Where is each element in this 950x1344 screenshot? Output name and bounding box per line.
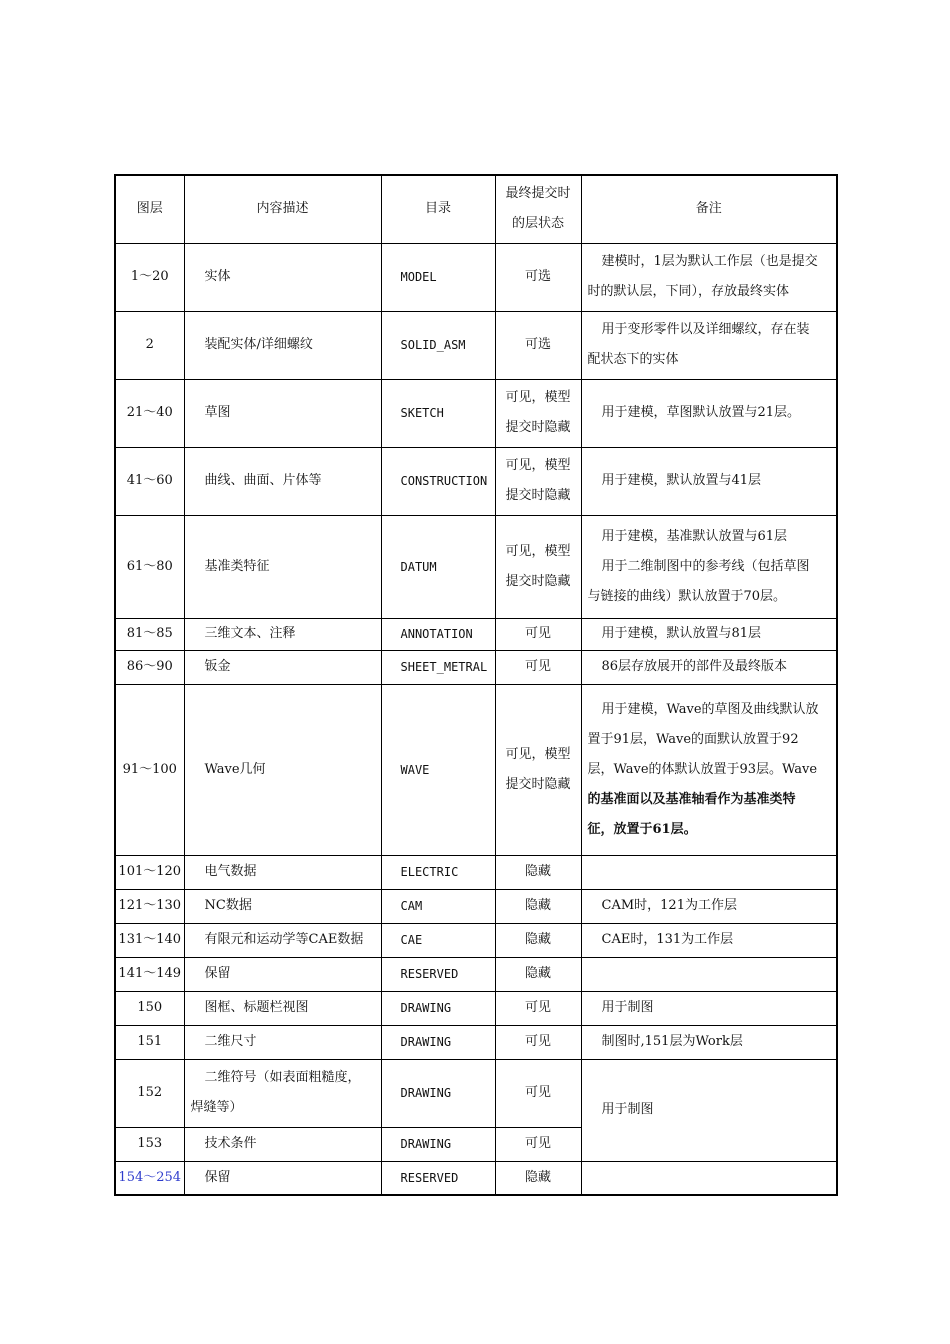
cell-desc: 装配实体/详细螺纹 bbox=[184, 311, 381, 379]
table-row bbox=[115, 311, 837, 379]
note-line: 用于变形零件以及详细螺纹，存在装 bbox=[601, 322, 810, 337]
cell-state bbox=[495, 379, 581, 447]
cell-layer: 151 bbox=[115, 1025, 184, 1059]
cell-desc: 实体 bbox=[184, 243, 381, 311]
state-line: 提交时隐藏 bbox=[505, 488, 571, 503]
cell-desc: NC数据 bbox=[184, 889, 381, 923]
note-line: 用于制图 bbox=[601, 1102, 654, 1117]
note-line: 用于二维制图中的参考线（包括草图 bbox=[601, 558, 810, 574]
table-row bbox=[115, 1161, 837, 1195]
cell-desc: 有限元和运动学等CAE数据 bbox=[184, 923, 381, 957]
cell-note bbox=[581, 447, 837, 515]
note-line: 时的默认层，下同），存放最终实体 bbox=[587, 284, 790, 299]
note-line: 置于91层，Wave的面默认放置于92 bbox=[587, 731, 799, 747]
cell-desc: 三维文本、注释 bbox=[184, 618, 381, 650]
cell-layer: 61～80 bbox=[115, 515, 184, 618]
cell-note-merged bbox=[581, 1059, 837, 1161]
cell-state: 可见 bbox=[495, 1127, 581, 1161]
cell-state: 可选 bbox=[495, 243, 581, 311]
cell-state: 可选 bbox=[495, 311, 581, 379]
state-line: 提交时隐藏 bbox=[505, 776, 571, 792]
cell-note bbox=[581, 889, 837, 923]
cell-dir: DATUM bbox=[381, 515, 495, 618]
note-line: 配状态下的实体 bbox=[587, 352, 679, 367]
cell-dir: CONSTRUCTION bbox=[381, 447, 495, 515]
state-line: 可见，模型 bbox=[505, 746, 571, 762]
note-line: 用于建模，草图默认放置与21层。 bbox=[601, 405, 801, 420]
cell-layer: 2 bbox=[115, 311, 184, 379]
cell-layer: 152 bbox=[115, 1059, 184, 1127]
cell-note bbox=[581, 618, 837, 650]
cell-state: 可见 bbox=[495, 650, 581, 684]
cell-state: 隐藏 bbox=[495, 923, 581, 957]
cell-desc: 保留 bbox=[184, 957, 381, 991]
note-line: 用于建模，Wave的草图及曲线默认放 bbox=[601, 701, 819, 717]
cell-note bbox=[581, 991, 837, 1025]
cell-dir: DRAWING bbox=[381, 1059, 495, 1127]
note-line: 征，放置于61层。 bbox=[587, 821, 697, 837]
state-line: 可见，模型 bbox=[505, 543, 571, 559]
cell-note bbox=[581, 379, 837, 447]
cell-dir: CAM bbox=[381, 889, 495, 923]
note-line: 制图时,151层为Work层 bbox=[601, 1034, 743, 1049]
table-row bbox=[115, 923, 837, 957]
cell-note bbox=[581, 684, 837, 855]
cell-layer: 153 bbox=[115, 1127, 184, 1161]
cell-state: 可见 bbox=[495, 1059, 581, 1127]
cell-layer: 81～85 bbox=[115, 618, 184, 650]
cell-desc: Wave几何 bbox=[184, 684, 381, 855]
note-line: 用于制图 bbox=[601, 1000, 654, 1015]
cell-layer: 154～254 bbox=[115, 1161, 184, 1195]
state-line: 提交时隐藏 bbox=[505, 573, 571, 589]
cell-desc bbox=[184, 1059, 381, 1127]
cell-state bbox=[495, 515, 581, 618]
cell-desc: 技术条件 bbox=[184, 1127, 381, 1161]
cell-note bbox=[581, 650, 837, 684]
state-line: 提交时隐藏 bbox=[505, 420, 571, 435]
cell-state: 隐藏 bbox=[495, 855, 581, 889]
note-line: 层，Wave的体默认放置于93层。Wave bbox=[587, 761, 818, 777]
header-note: 备注 bbox=[581, 175, 837, 243]
cell-layer: 21～40 bbox=[115, 379, 184, 447]
cell-desc: 草图 bbox=[184, 379, 381, 447]
cell-state: 可见 bbox=[495, 991, 581, 1025]
desc-line: 焊缝等） bbox=[190, 1100, 243, 1115]
cell-state: 可见 bbox=[495, 1025, 581, 1059]
cell-dir: MODEL bbox=[381, 243, 495, 311]
header-state bbox=[495, 175, 581, 243]
cell-dir: SKETCH bbox=[381, 379, 495, 447]
cell-dir: SOLID_ASM bbox=[381, 311, 495, 379]
table-row bbox=[115, 650, 837, 684]
note-line: 与链接的曲线）默认放置于70层。 bbox=[587, 588, 787, 604]
cell-state: 可见 bbox=[495, 618, 581, 650]
cell-dir: WAVE bbox=[381, 684, 495, 855]
layer-table bbox=[114, 174, 838, 1196]
cell-state bbox=[495, 684, 581, 855]
cell-desc: 保留 bbox=[184, 1161, 381, 1195]
header-desc: 内容描述 bbox=[184, 175, 381, 243]
cell-layer: 91～100 bbox=[115, 684, 184, 855]
table-row bbox=[115, 1059, 837, 1127]
note-line: 用于建模，默认放置与41层 bbox=[601, 473, 762, 488]
table-row bbox=[115, 515, 837, 618]
cell-state bbox=[495, 447, 581, 515]
note-line: 用于建模，基准默认放置与61层 bbox=[601, 528, 788, 544]
cell-note bbox=[581, 855, 837, 889]
table-row bbox=[115, 957, 837, 991]
cell-desc: 钣金 bbox=[184, 650, 381, 684]
note-line: 建模时，1层为默认工作层（也是提交 bbox=[601, 254, 818, 269]
header-state-line1: 最终提交时 bbox=[505, 186, 571, 202]
table-row bbox=[115, 991, 837, 1025]
state-line: 可见，模型 bbox=[505, 458, 571, 473]
desc-line: 二维符号（如表面粗糙度， bbox=[204, 1070, 361, 1085]
cell-note bbox=[581, 311, 837, 379]
cell-desc: 电气数据 bbox=[184, 855, 381, 889]
table-row bbox=[115, 855, 837, 889]
header-layer: 图层 bbox=[115, 175, 184, 243]
cell-desc: 曲线、曲面、片体等 bbox=[184, 447, 381, 515]
table-row bbox=[115, 447, 837, 515]
cell-layer: 101～120 bbox=[115, 855, 184, 889]
cell-note bbox=[581, 1025, 837, 1059]
cell-desc: 基准类特征 bbox=[184, 515, 381, 618]
cell-layer: 150 bbox=[115, 991, 184, 1025]
note-line: CAE时，131为工作层 bbox=[601, 932, 734, 947]
cell-dir: CAE bbox=[381, 923, 495, 957]
table-row bbox=[115, 684, 837, 855]
table-row bbox=[115, 1025, 837, 1059]
note-line: CAM时，121为工作层 bbox=[601, 898, 737, 913]
cell-layer: 86～90 bbox=[115, 650, 184, 684]
cell-layer: 41～60 bbox=[115, 447, 184, 515]
cell-dir: SHEET_METRAL bbox=[381, 650, 495, 684]
cell-dir: RESERVED bbox=[381, 957, 495, 991]
cell-dir: ANNOTATION bbox=[381, 618, 495, 650]
table-row bbox=[115, 379, 837, 447]
cell-note bbox=[581, 923, 837, 957]
cell-dir: DRAWING bbox=[381, 1127, 495, 1161]
state-line: 可见，模型 bbox=[505, 390, 571, 405]
cell-layer: 121～130 bbox=[115, 889, 184, 923]
cell-note bbox=[581, 243, 837, 311]
cell-dir: RESERVED bbox=[381, 1161, 495, 1195]
table-row bbox=[115, 889, 837, 923]
cell-state: 隐藏 bbox=[495, 1161, 581, 1195]
header-state-line2: 的层状态 bbox=[511, 216, 564, 232]
cell-dir: DRAWING bbox=[381, 991, 495, 1025]
table-row bbox=[115, 243, 837, 311]
cell-note bbox=[581, 957, 837, 991]
note-line: 用于建模，默认放置与81层 bbox=[601, 626, 762, 641]
note-line: 的基准面以及基准轴看作为基准类特 bbox=[587, 791, 796, 807]
cell-layer: 141～149 bbox=[115, 957, 184, 991]
table-row bbox=[115, 618, 837, 650]
table-header-row bbox=[115, 175, 837, 243]
cell-dir: DRAWING bbox=[381, 1025, 495, 1059]
cell-note bbox=[581, 515, 837, 618]
cell-layer: 1～20 bbox=[115, 243, 184, 311]
cell-note bbox=[581, 1161, 837, 1195]
note-line: 86层存放展开的部件及最终版本 bbox=[601, 659, 788, 674]
cell-desc: 图框、标题栏视图 bbox=[184, 991, 381, 1025]
cell-layer: 131～140 bbox=[115, 923, 184, 957]
header-dir: 目录 bbox=[381, 175, 495, 243]
cell-state: 隐藏 bbox=[495, 889, 581, 923]
cell-dir: ELECTRIC bbox=[381, 855, 495, 889]
cell-state: 隐藏 bbox=[495, 957, 581, 991]
cell-desc: 二维尺寸 bbox=[184, 1025, 381, 1059]
